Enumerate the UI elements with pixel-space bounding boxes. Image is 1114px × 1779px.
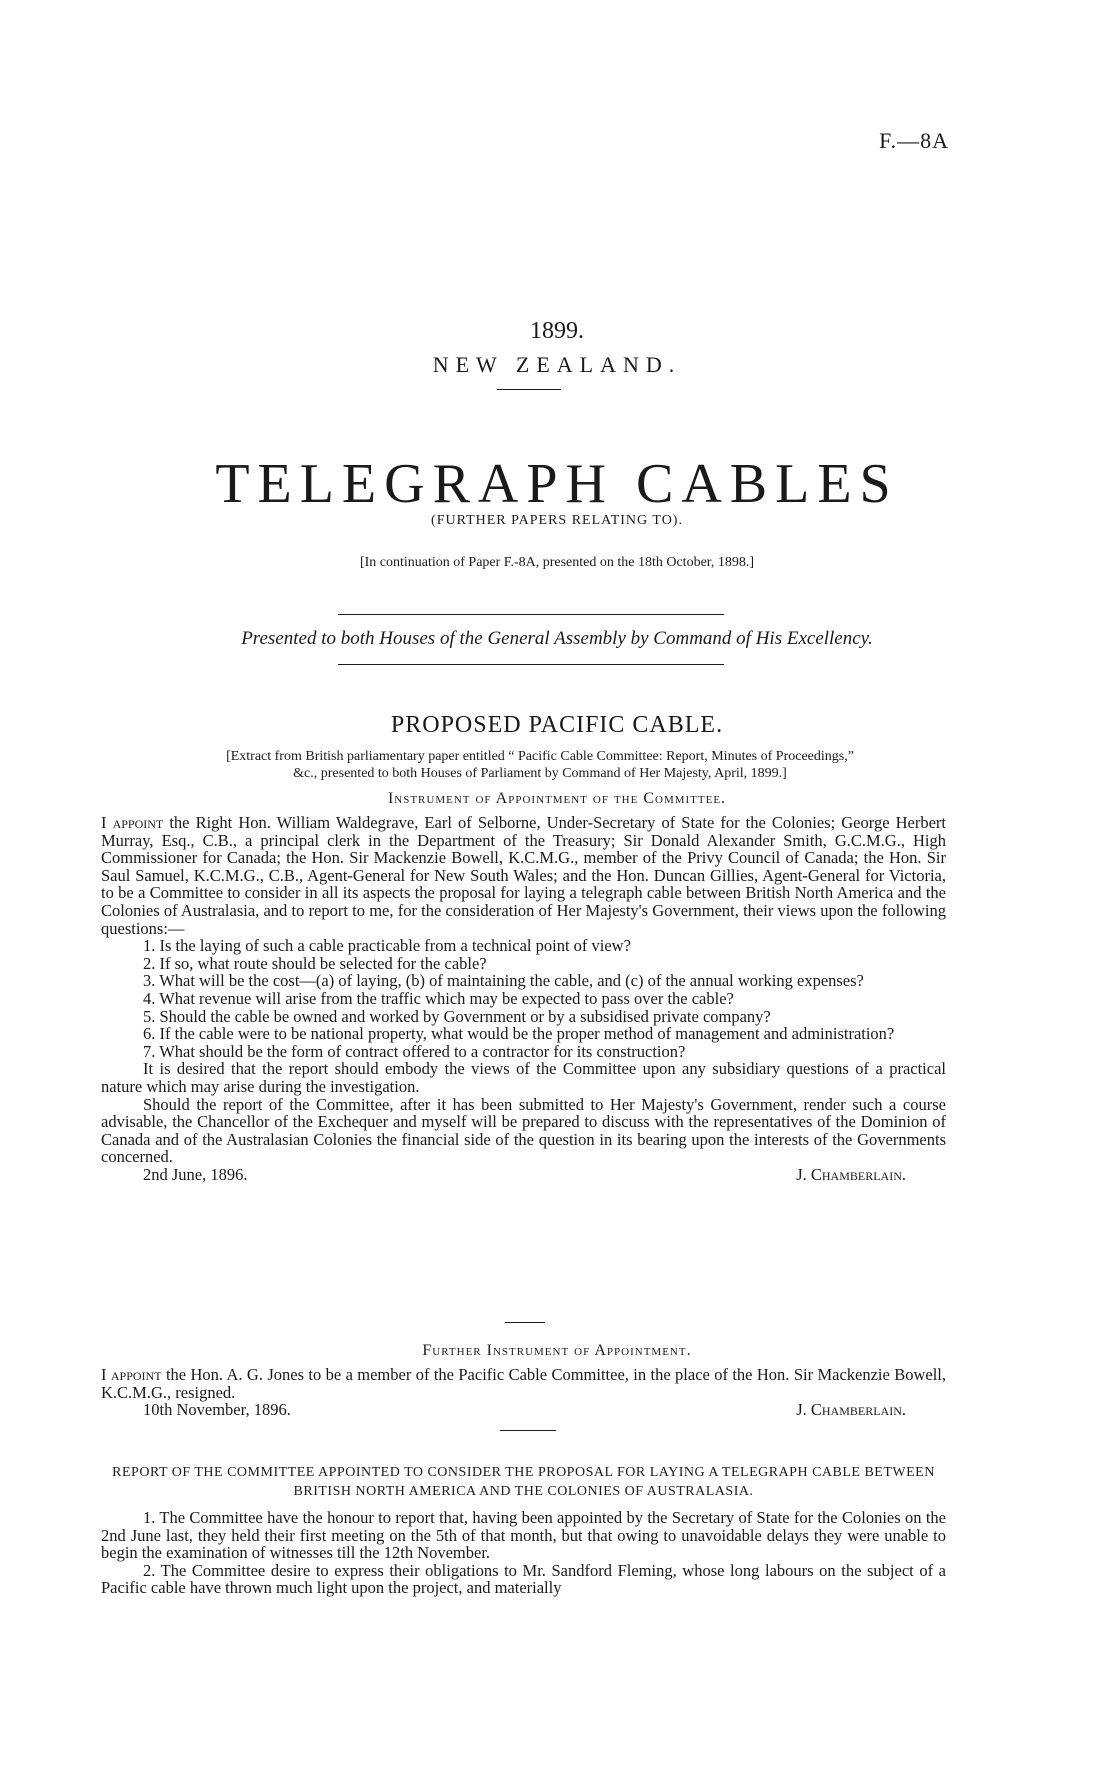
extract-line: &c., presented to both Houses of Parliament by Command of Her Majesty, April, 1899.]	[293, 766, 787, 781]
question-item: 4. What revenue will arise from the traffic which may be expected to pass over the cable?	[143, 988, 734, 1008]
year: 1899.	[530, 318, 584, 344]
page-title: TELEGRAPH CABLES	[215, 453, 899, 515]
country: NEW ZEALAND.	[432, 352, 682, 377]
divider-rule	[505, 1322, 545, 1323]
further-body	[101, 1366, 946, 1419]
question-item: 2. If so, what route should be selected for the cable?	[143, 953, 487, 973]
signature-row	[101, 1166, 946, 1184]
extract-line: [Extract from British parliamentary paper entitled “ Pacific Cable Committee: Report, Minutes of Proceedings,”	[226, 749, 854, 764]
further-heading: Further Instrument of Appointment.	[422, 1342, 692, 1359]
report-body	[101, 1509, 946, 1597]
extract-note	[100, 748, 980, 782]
instrument-body	[101, 814, 946, 1183]
appointment-paragraph	[101, 814, 946, 937]
report-heading: REPORT OF THE COMMITTEE APPOINTED TO CONSIDER THE PROPOSAL FOR LAYING A TELEGRAPH CABLE BETWEEN BRITISH NORTH AMERICA AND THE COLONIES OF AUSTRALASIA.	[112, 1465, 935, 1499]
appointment-paragraph	[101, 1366, 946, 1401]
lead-words: I appoint	[101, 1365, 162, 1384]
report-paragraph: 1. The Committee have the honour to report that, having been appointed by the Secretary of State for the Colonies on the 2nd June last, they held their first meeting on the 5th of that month, but that owing to unavoidable delays they were unable to begin the examination of witnesses till the 12th November.	[101, 1508, 946, 1563]
subtitle: (FURTHER PAPERS RELATING TO).	[431, 513, 683, 528]
instrument-heading: Instrument of Appointment of the Committee.	[387, 790, 727, 807]
body-paragraph: It is desired that the report should embody the views of the Committee upon any subsidiary questions of a practical nature which may arise during the investigation.	[101, 1059, 946, 1096]
paper-reference: F.—8A	[879, 128, 949, 153]
section-title: PROPOSED PACIFIC CABLE.	[390, 712, 724, 738]
appointment-text: the Right Hon. William Waldegrave, Earl of Selborne, Under-Secretary of State for the Colonies; George Herbert Murray, Esq., C.B., a principal clerk in the Department of the Treasury; Sir Donald Alexander Smith, G.C.M.G., High Commissioner for Canada; the Hon. Sir Mackenzie Bowell, K.C.M.G., member of the Privy Council of Canada; the Hon. Sir Saul Samuel, K.C.M.G., C.B., Agent-General for New South Wales; and the Hon. Duncan Gillies, Agent-General for Victoria, to be a Committee to consider in all its aspects the proposal for laying a telegraph cable between British North America and the Colonies of Australasia, and to report to me, for the consideration of Her Majesty's Government, their views upon the following questions:—	[101, 813, 946, 938]
lead-words: I appoint	[101, 813, 164, 832]
divider-rule	[497, 389, 561, 390]
divider-rule	[500, 1430, 556, 1431]
question-item: 5. Should the cable be owned and worked by Government or by a subsidised private company?	[143, 1006, 771, 1026]
report-paragraph: 2. The Committee desire to express their obligations to Mr. Sandford Fleming, whose long labours on the subject of a Pacific cable have thrown much light upon the project, and materially	[101, 1560, 946, 1598]
continuation-note: [In continuation of Paper F.-8A, presented on the 18th October, 1898.]	[359, 555, 755, 570]
divider-rule	[338, 664, 724, 665]
signature: J. Chamberlain.	[796, 1164, 906, 1184]
divider-rule	[338, 614, 724, 615]
question-item: 1. Is the laying of such a cable practicable from a technical point of view?	[143, 936, 631, 956]
signature-row	[101, 1401, 946, 1419]
signature: J. Chamberlain.	[796, 1400, 906, 1420]
appointment-text: the Hon. A. G. Jones to be a member of the Pacific Cable Committee, in the place of the Hon. Sir Mackenzie Bowell, K.C.M.G., resigned.	[101, 1365, 946, 1402]
date: 10th November, 1896.	[143, 1400, 291, 1420]
presented-note: Presented to both Houses of the General Assembly by Command of His Excellency.	[241, 628, 873, 649]
question-item: 3. What will be the cost—(a) of laying, (b) of maintaining the cable, and (c) of the annual working expenses?	[143, 971, 864, 991]
question-item: 6. If the cable were to be national property, what would be the proper method of management and administration?	[143, 1024, 895, 1044]
body-paragraph: Should the report of the Committee, after it has been submitted to Her Majesty's Government, render such a course advisable, the Chancellor of the Exchequer and myself will be prepared to discuss with the representatives of the Dominion of Canada and of the Australasian Colonies the financial side of the question in its bearing upon the interests of the Governments concerned.	[101, 1094, 946, 1167]
question-item: 7. What should be the form of contract offered to a contractor for its construction?	[143, 1041, 686, 1061]
date: 2nd June, 1896.	[143, 1164, 248, 1184]
